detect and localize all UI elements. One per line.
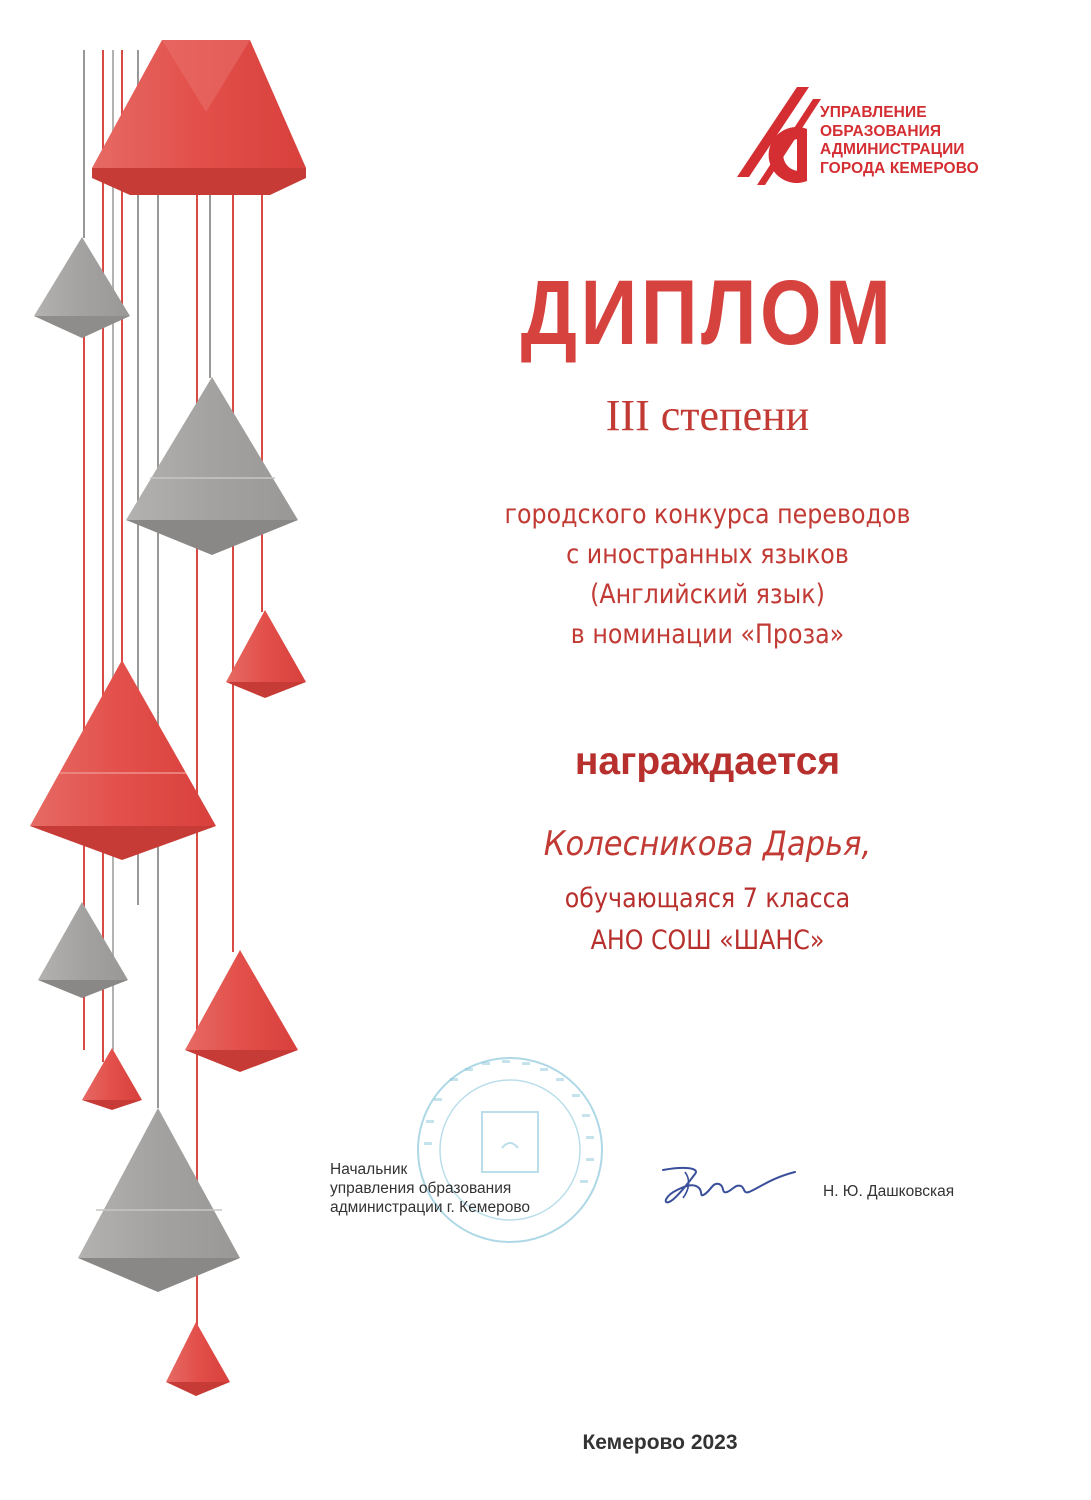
- recipient-school: АНО СОШ «ШАНС»: [590, 925, 825, 956]
- contest-line: в номинации «Проза»: [570, 619, 845, 650]
- contest-description: [384, 495, 1031, 655]
- logo-line: ГОРОДА КЕМЕРОВО: [820, 159, 979, 177]
- recipient-name: Колесникова Дарья,: [543, 824, 872, 864]
- handwritten-signature: [655, 1160, 800, 1210]
- official-stamp: [410, 1050, 610, 1250]
- logo-line: УПРАВЛЕНИЕ: [820, 104, 927, 121]
- city-and-year: Кемерово 2023: [582, 1431, 738, 1454]
- diploma-title: ДИПЛОМ: [520, 262, 895, 364]
- diploma-degree: III степени: [605, 391, 810, 440]
- signatory-name: Н. Ю. Дашковская: [823, 1183, 955, 1200]
- signatory-position-line: администрации г. Кемерово: [330, 1199, 531, 1216]
- awarded-label: награждается: [574, 740, 841, 783]
- recipient-class: обучающаяся 7 класса: [564, 883, 851, 914]
- signatory-position-line: Начальник: [330, 1161, 408, 1178]
- recipient-details: [384, 878, 1031, 962]
- signatory-position: [330, 1160, 530, 1217]
- logo-line: ОБРАЗОВАНИЯ: [820, 122, 942, 140]
- contest-line: (Английский язык): [590, 579, 825, 610]
- logo-text: [820, 104, 1040, 178]
- signatory-position-line: управления образования: [330, 1180, 512, 1197]
- contest-line: городского конкурса переводов: [504, 499, 911, 530]
- logo-line: АДМИНИСТРАЦИИ: [820, 141, 965, 158]
- contest-line: с иностранных языков: [566, 539, 849, 570]
